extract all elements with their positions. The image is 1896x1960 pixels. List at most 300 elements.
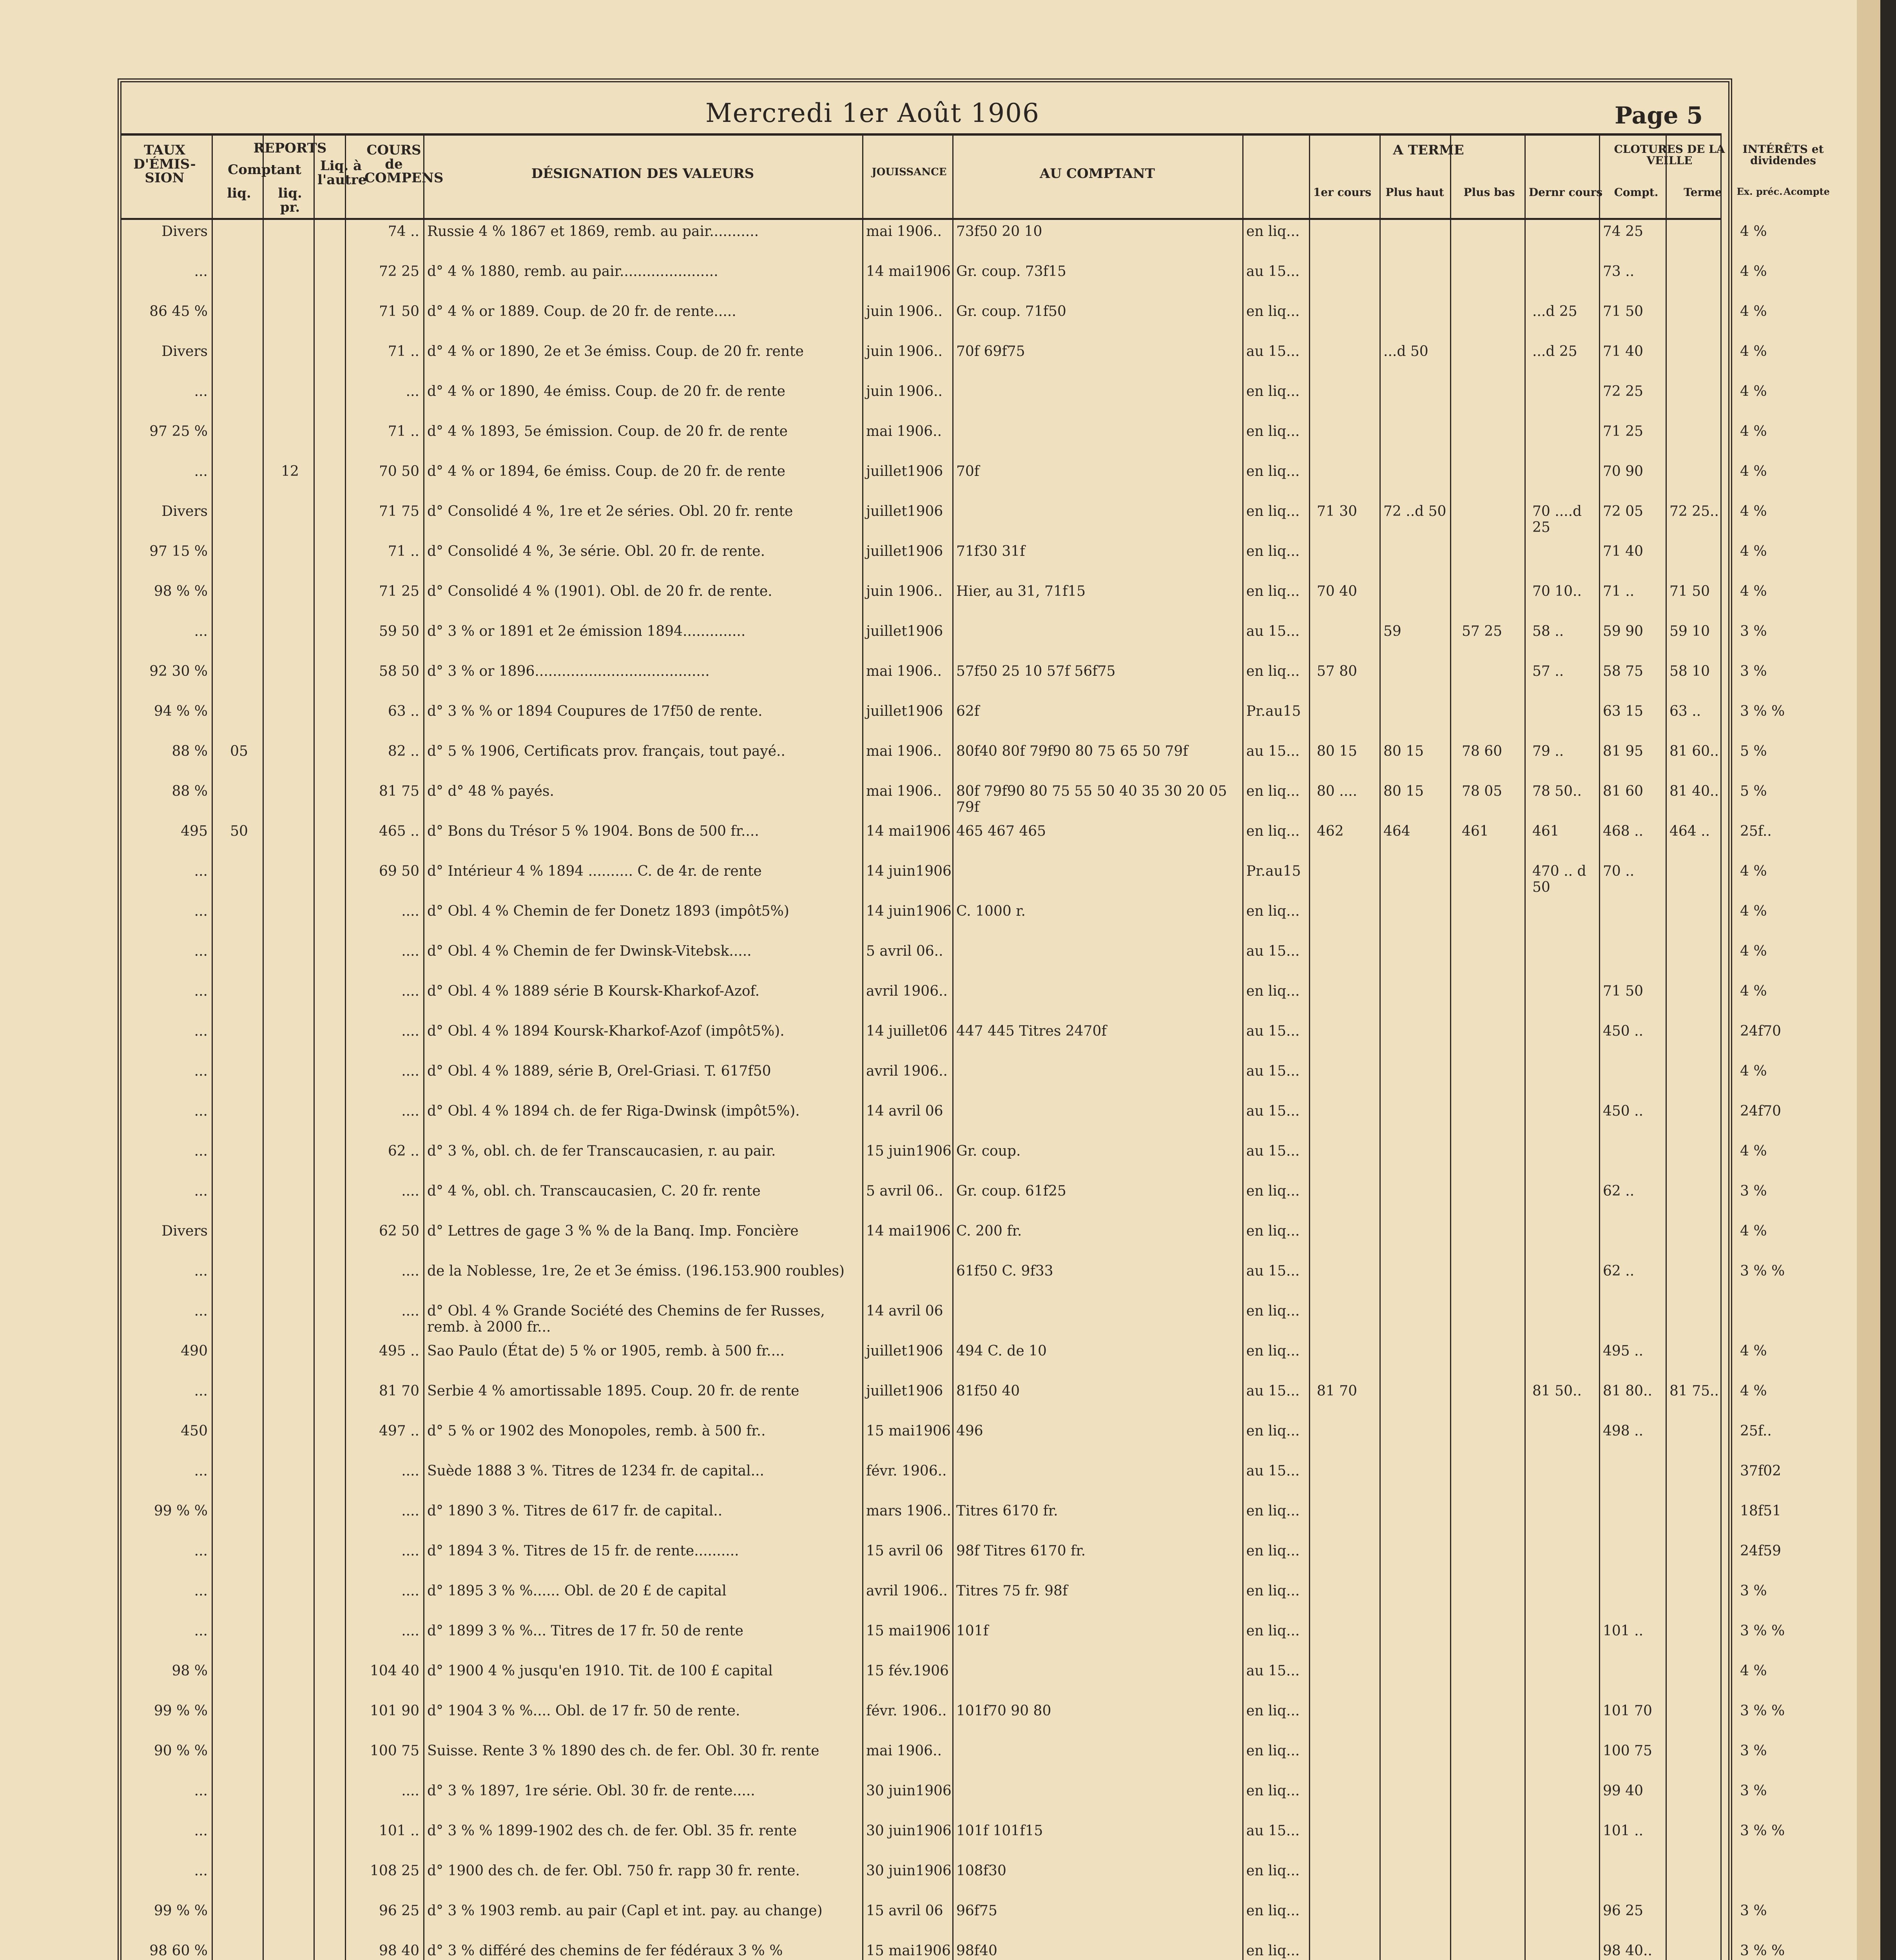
cell-desig: d° 1894 3 %. Titres de 15 fr. de rente.......... xyxy=(427,1543,739,1559)
cell-jouis: juin 1906.. xyxy=(866,303,943,319)
cell-cours: .... xyxy=(401,1543,419,1559)
cell-jouis: 15 mai1906 xyxy=(866,1423,951,1439)
cell-jouis: 14 mai1906 xyxy=(866,1223,951,1239)
cell-int: 4 % xyxy=(1740,343,1767,359)
table-row xyxy=(121,823,1772,847)
cell-cours: 71 .. xyxy=(388,543,419,559)
cell-taux: ... xyxy=(194,903,208,919)
cell-cc: 81 80.. xyxy=(1603,1383,1652,1399)
cell-desig: d° Consolidé 4 % (1901). Obl. de 20 fr. de rente. xyxy=(427,583,772,599)
cell-taux: ... xyxy=(194,1583,208,1599)
cell-tlab: en liq... xyxy=(1246,983,1300,999)
cell-int: 24f59 xyxy=(1740,1543,1781,1559)
cell-int: 3 % xyxy=(1740,623,1767,639)
cell-tlab: Pr.au15 xyxy=(1246,703,1301,719)
cell-cc: 81 95 xyxy=(1603,743,1644,759)
cell-tlab: en liq... xyxy=(1246,1583,1300,1599)
cell-desig: Suède 1888 3 %. Titres de 1234 fr. de capital... xyxy=(427,1463,764,1479)
cell-jouis: févr. 1906.. xyxy=(866,1703,947,1719)
cell-t4: ...d 25 xyxy=(1532,303,1577,319)
cell-cours: 108 25 xyxy=(370,1863,419,1879)
cell-t1: 57 80 xyxy=(1317,663,1358,679)
cell-tlab: au 15... xyxy=(1246,1663,1300,1679)
cell-taux: ... xyxy=(194,1263,208,1279)
cell-int: 4 % xyxy=(1740,303,1767,319)
cell-taux: ... xyxy=(194,1023,208,1039)
cell-jouis: juillet1906 xyxy=(866,543,943,559)
cell-comp: Gr. coup. 61f25 xyxy=(956,1183,1066,1199)
cell-desig: d° 3 % % or 1894 Coupures de 17f50 de rente. xyxy=(427,703,763,719)
cell-int: 4 % xyxy=(1740,583,1767,599)
table-row xyxy=(121,623,1767,647)
cell-taux: ... xyxy=(194,1543,208,1559)
cell-comp: 57f50 25 10 57f 56f75 xyxy=(956,663,1116,679)
cell-comp: 71f30 31f xyxy=(956,543,1025,559)
cell-tlab: en liq... xyxy=(1246,423,1300,439)
cell-cc: 70 90 xyxy=(1603,463,1644,479)
cell-jouis: 14 juin1906 xyxy=(866,863,952,879)
table-row xyxy=(121,1223,1767,1247)
cell-taux: 98 % xyxy=(172,1663,208,1679)
cell-tlab: en liq... xyxy=(1246,543,1300,559)
header-a-terme: A TERME xyxy=(1393,142,1464,158)
cell-desig: d° Obl. 4 % Chemin de fer Donetz 1893 (impôt5%) xyxy=(427,903,789,919)
cell-t1: 80 .... xyxy=(1317,783,1358,799)
cell-taux: 450 xyxy=(181,1423,208,1439)
cell-cours: 63 .. xyxy=(388,703,419,719)
cell-cc: 72 05 xyxy=(1603,503,1644,519)
cell-cc: 468 .. xyxy=(1603,823,1644,839)
cell-cours: 81 70 xyxy=(379,1383,419,1399)
table-row xyxy=(121,463,1767,487)
table-row xyxy=(121,543,1767,567)
cell-cours: .... xyxy=(401,1503,419,1519)
table-row xyxy=(121,863,1767,895)
cell-comp: 80f 79f90 80 75 55 50 40 35 30 20 05 79f xyxy=(956,783,1227,815)
cell-taux: ... xyxy=(194,1823,208,1839)
cell-tlab: en liq... xyxy=(1246,1183,1300,1199)
cell-desig: d° 4 % or 1894, 6e émiss. Coup. de 20 fr. de rente xyxy=(427,463,785,479)
cell-tlab: en liq... xyxy=(1246,1943,1300,1959)
header-interets: INTÉRÊTS et dividendes xyxy=(1742,143,1824,167)
header-dernier-cours: Dernr cours xyxy=(1528,186,1603,199)
table-row xyxy=(121,703,1785,727)
cell-desig: d° 5 % 1906, Certificats prov. français, tout payé.. xyxy=(427,743,785,759)
cell-cours: 100 75 xyxy=(370,1743,419,1759)
cell-int: 5 % xyxy=(1740,783,1767,799)
cell-cours: 59 50 xyxy=(379,623,419,639)
cell-cc: 72 25 xyxy=(1603,383,1644,399)
cell-t4: 461 xyxy=(1532,823,1559,839)
cell-jouis: mai 1906.. xyxy=(866,1743,942,1759)
cell-t4: 70 10.. xyxy=(1532,583,1582,599)
cell-cours: 96 25 xyxy=(379,1903,419,1919)
cell-desig: d° 3 % différé des chemins de fer fédéraux 3 % % xyxy=(427,1943,783,1959)
cell-tlab: en liq... xyxy=(1246,303,1300,319)
table-row xyxy=(121,1943,1785,1960)
cell-desig: Russie 4 % 1867 et 1869, remb. au pair........... xyxy=(427,223,759,240)
cell-ct: 59 10 xyxy=(1669,623,1710,639)
cell-taux: 86 45 % xyxy=(149,303,208,319)
table-row xyxy=(121,423,1767,447)
cell-t3: 461 xyxy=(1462,823,1489,839)
cell-cours: .... xyxy=(401,1063,419,1079)
table-row xyxy=(121,1143,1767,1167)
cell-comp: C. 200 fr. xyxy=(956,1223,1022,1239)
cell-cours: .... xyxy=(401,1463,419,1479)
cell-int: 3 % % xyxy=(1740,1943,1785,1959)
cell-taux: 495 xyxy=(181,823,208,839)
cell-taux: 94 % % xyxy=(154,703,208,719)
table-row xyxy=(121,1063,1767,1087)
cell-taux: ... xyxy=(194,863,208,879)
cell-jouis: juillet1906 xyxy=(866,1343,943,1359)
cell-desig: d° 3 % 1897, 1re série. Obl. 30 fr. de rente..... xyxy=(427,1783,755,1799)
cell-comp: 101f 101f15 xyxy=(956,1823,1043,1839)
cell-cc: 62 .. xyxy=(1603,1263,1635,1279)
cell-jouis: 15 mai1906 xyxy=(866,1623,951,1639)
cell-ct: 72 25.. xyxy=(1669,503,1719,519)
cell-tlab: en liq... xyxy=(1246,1223,1300,1239)
cell-tlab: en liq... xyxy=(1246,1783,1300,1799)
cell-jouis: juillet1906 xyxy=(866,1383,943,1399)
cell-desig: Sao Paulo (État de) 5 % or 1905, remb. à 500 fr.... xyxy=(427,1343,785,1359)
table-row xyxy=(121,903,1767,927)
cell-desig: d° 3 % or 1896....................................... xyxy=(427,663,710,679)
cell-cours: 497 .. xyxy=(379,1423,419,1439)
cell-comp: C. 1000 r. xyxy=(956,903,1026,919)
cell-cc: 101 .. xyxy=(1603,1823,1644,1839)
cell-t2: 80 15 xyxy=(1383,743,1424,759)
cell-taux: 97 15 % xyxy=(149,543,208,559)
cell-taux: ... xyxy=(194,383,208,399)
cell-taux: ... xyxy=(194,1063,208,1079)
cell-ct: 464 .. xyxy=(1669,823,1710,839)
cell-int: 4 % xyxy=(1740,983,1767,999)
cell-jouis: 15 mai1906 xyxy=(866,1943,951,1959)
cell-t4: 70 ....d 25 xyxy=(1532,503,1582,535)
cell-t1: 80 15 xyxy=(1317,743,1358,759)
table-row xyxy=(121,1463,1781,1486)
cell-taux: 490 xyxy=(181,1343,208,1359)
cell-t4: 81 50.. xyxy=(1532,1383,1582,1399)
table-row xyxy=(121,663,1767,687)
cell-tlab: en liq... xyxy=(1246,1863,1300,1879)
cell-cours: 69 50 xyxy=(379,863,419,879)
header-clotures: CLOTURES DE LA VEILLE xyxy=(1614,143,1725,167)
cell-jouis: juin 1906.. xyxy=(866,383,943,399)
cell-cours: ... xyxy=(406,383,419,399)
cell-cc: 99 40 xyxy=(1603,1783,1644,1799)
table-row xyxy=(121,1663,1767,1686)
cell-ct: 81 40.. xyxy=(1669,783,1719,799)
cell-cc: 450 .. xyxy=(1603,1023,1644,1039)
cell-desig: Suisse. Rente 3 % 1890 des ch. de fer. Obl. 30 fr. rente xyxy=(427,1743,819,1759)
cell-comp: 494 C. de 10 xyxy=(956,1343,1047,1359)
cell-tlab: en liq... xyxy=(1246,783,1300,799)
cell-tlab: en liq... xyxy=(1246,1543,1300,1559)
cell-cours: 71 .. xyxy=(388,423,419,439)
cell-comp: 80f40 80f 79f90 80 75 65 50 79f xyxy=(956,743,1188,759)
cell-tlab: en liq... xyxy=(1246,463,1300,479)
table-row xyxy=(121,1503,1781,1526)
cell-int: 4 % xyxy=(1740,1343,1767,1359)
cell-taux: ... xyxy=(194,943,208,959)
cell-desig: d° Obl. 4 % Grande Société des Chemins de fer Russes, remb. à 2000 fr... xyxy=(427,1303,825,1335)
cell-cours: 81 75 xyxy=(379,783,419,799)
cell-jouis: févr. 1906.. xyxy=(866,1463,947,1479)
cell-taux: 97 25 % xyxy=(149,423,208,439)
cell-taux: ... xyxy=(194,1103,208,1119)
cell-taux: ... xyxy=(194,1143,208,1159)
cell-comp: 70f 69f75 xyxy=(956,343,1025,359)
page-number: Page 5 xyxy=(1615,102,1703,129)
header-jouissance: JOUISSANCE xyxy=(872,166,947,178)
cell-taux: ... xyxy=(194,1183,208,1199)
cell-desig: d° 1904 3 % %.... Obl. de 17 fr. 50 de rente. xyxy=(427,1703,740,1719)
cell-int: 4 % xyxy=(1740,263,1767,279)
table-row xyxy=(121,1703,1785,1726)
cell-desig: d° d° 48 % payés. xyxy=(427,783,554,799)
cell-desig: d° Consolidé 4 %, 1re et 2e séries. Obl. 20 fr. rente xyxy=(427,503,793,519)
cell-ct: 71 50 xyxy=(1669,583,1710,599)
cell-desig: d° Intérieur 4 % 1894 .......... C. de 4r. de rente xyxy=(427,863,762,879)
cell-desig: Serbie 4 % amortissable 1895. Coup. 20 fr. de rente xyxy=(427,1383,799,1399)
cell-cours: .... xyxy=(401,1623,419,1639)
cell-cours: 58 50 xyxy=(379,663,419,679)
cell-tlab: en liq... xyxy=(1246,903,1300,919)
cell-desig: de la Noblesse, 1re, 2e et 3e émiss. (196.153.900 roubles) xyxy=(427,1263,845,1279)
cell-int: 4 % xyxy=(1740,503,1767,519)
cell-desig: d° 1890 3 %. Titres de 617 fr. de capital.. xyxy=(427,1503,723,1519)
table-row xyxy=(121,1383,1767,1406)
cell-cours: 71 25 xyxy=(379,583,419,599)
cell-tlab: en liq... xyxy=(1246,503,1300,519)
cell-taux: Divers xyxy=(161,503,208,519)
table-row xyxy=(121,1103,1781,1127)
table-row xyxy=(121,1623,1785,1646)
table-row xyxy=(121,743,1767,767)
cell-tlab: en liq... xyxy=(1246,663,1300,679)
cell-cours: .... xyxy=(401,1303,419,1319)
cell-taux: 99 % % xyxy=(154,1703,208,1719)
cell-taux: Divers xyxy=(161,223,208,240)
cell-tlab: au 15... xyxy=(1246,1823,1300,1839)
cell-cc: 98 40.. xyxy=(1603,1943,1652,1959)
cell-comp: 81f50 40 xyxy=(956,1383,1020,1399)
cell-desig: d° 4 % or 1889. Coup. de 20 fr. de rente..... xyxy=(427,303,736,319)
cell-int: 4 % xyxy=(1740,903,1767,919)
cell-desig: d° 4 %, obl. ch. Transcaucasien, C. 20 fr. rente xyxy=(427,1183,761,1199)
cell-t1: 71 30 xyxy=(1317,503,1358,519)
header-terme: Terme xyxy=(1684,186,1722,199)
table-row xyxy=(121,1583,1767,1606)
cell-comp: 101f xyxy=(956,1623,989,1639)
table-row xyxy=(121,1743,1767,1766)
cell-desig: d° 1895 3 % %...... Obl. de 20 £ de capital xyxy=(427,1583,727,1599)
cell-cc: 62 .. xyxy=(1603,1183,1635,1199)
cell-int: 4 % xyxy=(1740,463,1767,479)
cell-cc: 101 70 xyxy=(1603,1703,1652,1719)
cell-taux: ... xyxy=(194,1303,208,1319)
table-row xyxy=(121,1263,1785,1287)
cell-jouis: 15 juin1906 xyxy=(866,1143,952,1159)
header-liq: liq. xyxy=(227,185,251,201)
cell-rep1: 05 xyxy=(230,743,248,759)
cell-cc: 498 .. xyxy=(1603,1423,1644,1439)
cell-jouis: 14 avril 06 xyxy=(866,1103,943,1119)
cell-int: 3 % % xyxy=(1740,1623,1785,1639)
cell-comp: 465 467 465 xyxy=(956,823,1046,839)
cell-taux: 92 30 % xyxy=(149,663,208,679)
cell-ct: 58 10 xyxy=(1669,663,1710,679)
cell-cc: 71 50 xyxy=(1603,983,1644,999)
cell-taux: 98 % % xyxy=(154,583,208,599)
cell-t2: 59 xyxy=(1383,623,1401,639)
cell-desig: d° 4 % or 1890, 4e émiss. Coup. de 20 fr. de rente xyxy=(427,383,785,399)
cell-cours: .... xyxy=(401,1783,419,1799)
cell-taux: 88 % xyxy=(172,783,208,799)
cell-desig: d° Obl. 4 % Chemin de fer Dwinsk-Vitebsk..... xyxy=(427,943,752,959)
cell-desig: d° Bons du Trésor 5 % 1904. Bons de 500 fr.... xyxy=(427,823,759,839)
cell-cours: .... xyxy=(401,903,419,919)
table-row xyxy=(121,503,1767,535)
cell-tlab: Pr.au15 xyxy=(1246,863,1301,879)
cell-tlab: au 15... xyxy=(1246,1263,1300,1279)
cell-t2: 72 ..d 50 xyxy=(1383,503,1446,519)
cell-tlab: au 15... xyxy=(1246,1103,1300,1119)
cell-comp: Titres 6170 fr. xyxy=(956,1503,1058,1519)
cell-cours: .... xyxy=(401,1103,419,1119)
cell-tlab: au 15... xyxy=(1246,1383,1300,1399)
table-row xyxy=(121,1303,1720,1335)
cell-rep2: 12 xyxy=(281,463,299,479)
cell-t2: ...d 50 xyxy=(1383,343,1428,359)
cell-cc: 71 40 xyxy=(1603,543,1644,559)
cell-tlab: au 15... xyxy=(1246,743,1300,759)
cell-cc: 71 50 xyxy=(1603,303,1644,319)
cell-jouis: 14 juillet06 xyxy=(866,1023,948,1039)
cell-cc: 96 25 xyxy=(1603,1903,1644,1919)
cell-jouis: juillet1906 xyxy=(866,623,943,639)
cell-desig: d° Obl. 4 % 1889 série B Koursk-Kharkof-Azof. xyxy=(427,983,760,999)
cell-cc: 74 25 xyxy=(1603,223,1644,240)
cell-jouis: mai 1906.. xyxy=(866,423,942,439)
header-designation: DÉSIGNATION DES VALEURS xyxy=(531,166,754,181)
cell-jouis: 30 juin1906 xyxy=(866,1863,952,1879)
cell-cours: .... xyxy=(401,1263,419,1279)
cell-jouis: juin 1906.. xyxy=(866,583,943,599)
cell-cours: 465 .. xyxy=(379,823,419,839)
cell-t4: 58 .. xyxy=(1532,623,1564,639)
cell-t1: 81 70 xyxy=(1317,1383,1358,1399)
cell-jouis: 30 juin1906 xyxy=(866,1783,952,1799)
table-row xyxy=(121,1023,1781,1047)
cell-cours: 495 .. xyxy=(379,1343,419,1359)
cell-taux: ... xyxy=(194,1783,208,1799)
cell-comp: 447 445 Titres 2470f xyxy=(956,1023,1107,1039)
cell-taux: 90 % % xyxy=(154,1743,208,1759)
cell-cc: 100 75 xyxy=(1603,1743,1652,1759)
cell-int: 25f.. xyxy=(1740,1423,1772,1439)
cell-tlab: au 15... xyxy=(1246,343,1300,359)
cell-tlab: au 15... xyxy=(1246,1143,1300,1159)
cell-cours: 104 40 xyxy=(370,1663,419,1679)
cell-cc: 81 60 xyxy=(1603,783,1644,799)
table-row xyxy=(121,1423,1772,1446)
cell-taux: ... xyxy=(194,1623,208,1639)
cell-int: 4 % xyxy=(1740,863,1767,879)
cell-tlab: en liq... xyxy=(1246,583,1300,599)
cell-int: 4 % xyxy=(1740,1063,1767,1079)
cell-taux: ... xyxy=(194,463,208,479)
header-plus-haut: Plus haut xyxy=(1385,186,1444,199)
cell-cours: .... xyxy=(401,1183,419,1199)
cell-int: 18f51 xyxy=(1740,1503,1781,1519)
cell-comp: 96f75 xyxy=(956,1903,997,1919)
cell-cours: .... xyxy=(401,1023,419,1039)
cell-jouis: juillet1906 xyxy=(866,463,943,479)
cell-cours: .... xyxy=(401,943,419,959)
cell-taux: ... xyxy=(194,1463,208,1479)
cell-desig: d° 5 % or 1902 des Monopoles, remb. à 500 fr.. xyxy=(427,1423,766,1439)
cell-taux: Divers xyxy=(161,1223,208,1239)
cell-desig: d° 3 % 1903 remb. au pair (Capl et int. pay. au change) xyxy=(427,1903,823,1919)
cell-taux: 98 60 % xyxy=(149,1943,208,1959)
table-row xyxy=(121,1783,1767,1806)
cell-cours: 62 50 xyxy=(379,1223,419,1239)
table-row xyxy=(121,1823,1785,1846)
cell-cc: 101 .. xyxy=(1603,1623,1644,1639)
cell-jouis: 14 mai1906 xyxy=(866,263,951,279)
cell-jouis: mars 1906.. xyxy=(866,1503,952,1519)
cell-taux: 88 % xyxy=(172,743,208,759)
header-acompte: Acompte xyxy=(1784,186,1830,197)
cell-jouis: avril 1906.. xyxy=(866,1583,948,1599)
cell-tlab: au 15... xyxy=(1246,263,1300,279)
cell-comp: Titres 75 fr. 98f xyxy=(956,1583,1068,1599)
cell-comp: 108f30 xyxy=(956,1863,1006,1879)
table-row xyxy=(121,983,1767,1007)
cell-tlab: en liq... xyxy=(1246,1423,1300,1439)
cell-jouis: juillet1906 xyxy=(866,703,943,719)
header-liq-pr: liq. pr. xyxy=(278,185,302,215)
cell-tlab: au 15... xyxy=(1246,1063,1300,1079)
cell-comp: 73f50 20 10 xyxy=(956,223,1042,240)
cell-tlab: en liq... xyxy=(1246,223,1300,240)
cell-comp: Gr. coup. 71f50 xyxy=(956,303,1066,319)
cell-taux: ... xyxy=(194,1863,208,1879)
header-liq-autre: Liq. à l'autre xyxy=(317,158,367,188)
header-au-comptant: AU COMPTANT xyxy=(1040,166,1155,181)
cell-rep1: 50 xyxy=(230,823,248,839)
cell-jouis: 15 fév.1906 xyxy=(866,1663,949,1679)
cell-cours: 74 .. xyxy=(388,223,419,240)
cell-tlab: en liq... xyxy=(1246,1743,1300,1759)
cell-ct: 63 .. xyxy=(1669,703,1701,719)
cell-ct: 81 60.. xyxy=(1669,743,1719,759)
cell-cours: 70 50 xyxy=(379,463,419,479)
cell-t1: 462 xyxy=(1317,823,1344,839)
cell-cours: 71 75 xyxy=(379,503,419,519)
cell-cours: 62 .. xyxy=(388,1143,419,1159)
cell-tlab: en liq... xyxy=(1246,1703,1300,1719)
cell-comp: Hier, au 31, 71f15 xyxy=(956,583,1086,599)
cell-jouis: juin 1906.. xyxy=(866,343,943,359)
cell-jouis: 14 avril 06 xyxy=(866,1303,943,1319)
cell-int: 4 % xyxy=(1740,383,1767,399)
cell-int: 3 % xyxy=(1740,663,1767,679)
